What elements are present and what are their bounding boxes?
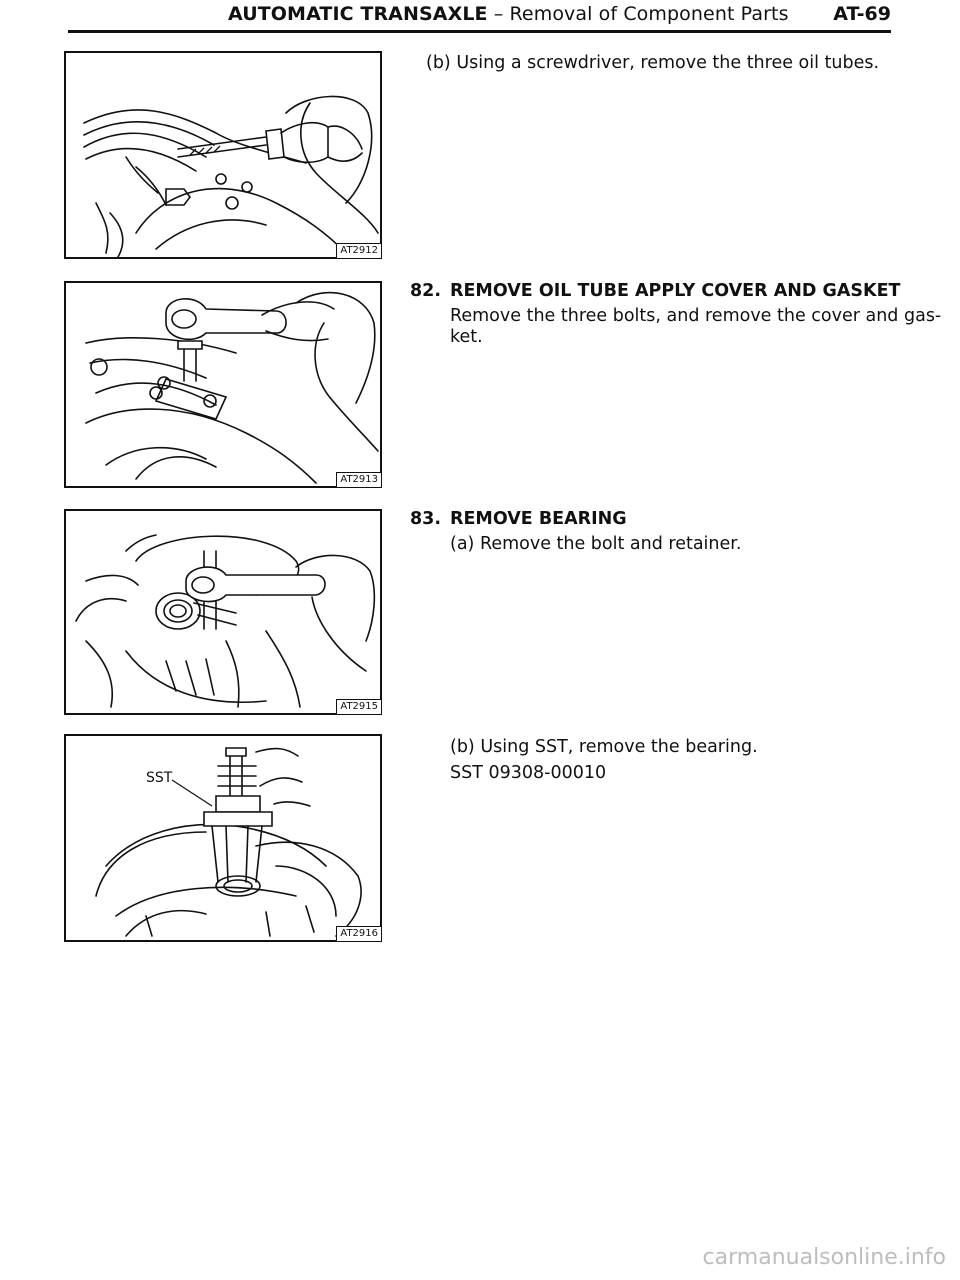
step-83: [410, 508, 890, 568]
header-title-main: AUTOMATIC TRANSAXLE: [228, 3, 488, 25]
oil-tubes-illustration: [66, 53, 380, 257]
step-a: (a) Remove the bolt and retainer.: [450, 534, 742, 554]
sst-number: SST 09308-00010: [450, 763, 607, 783]
bearing-retainer-illustration: [66, 511, 380, 713]
bearing-sst-illustration: [66, 736, 380, 940]
figure-oil-tubes: [64, 51, 382, 259]
figure-apply-cover: [64, 281, 382, 488]
figure-bearing-retainer: [64, 509, 382, 715]
figure-code: AT2916: [336, 926, 382, 942]
header-title-sub: – Removal of Component Parts: [487, 3, 789, 25]
figure-code: AT2915: [336, 699, 382, 715]
header-title: [228, 3, 789, 25]
step-82: [410, 280, 942, 350]
watermark: carmanualsonline.info: [702, 1245, 946, 1270]
step-body-line-1: Remove the three bolts, and remove the cover and gas-: [450, 306, 942, 326]
page-number: AT-69: [833, 3, 891, 25]
apply-cover-illustration: [66, 283, 380, 486]
step-number: 83.: [410, 509, 442, 529]
step-text: (b) Using a screwdriver, remove the three oil tubes.: [426, 53, 880, 73]
step-83-b: [410, 736, 890, 796]
header-rule: [68, 30, 891, 33]
figure-bearing-sst: [64, 734, 382, 942]
step-body-line-2: ket.: [450, 327, 483, 347]
sst-label: SST: [146, 770, 173, 786]
step-title: REMOVE BEARING: [450, 509, 627, 529]
step-b: (b) Using SST, remove the bearing.: [450, 737, 758, 757]
step-title: REMOVE OIL TUBE APPLY COVER AND GASKET: [450, 281, 901, 301]
step-number: 82.: [410, 281, 442, 301]
figure-code: AT2912: [336, 243, 382, 259]
page-header: [68, 0, 891, 34]
figure-code: AT2913: [336, 472, 382, 488]
